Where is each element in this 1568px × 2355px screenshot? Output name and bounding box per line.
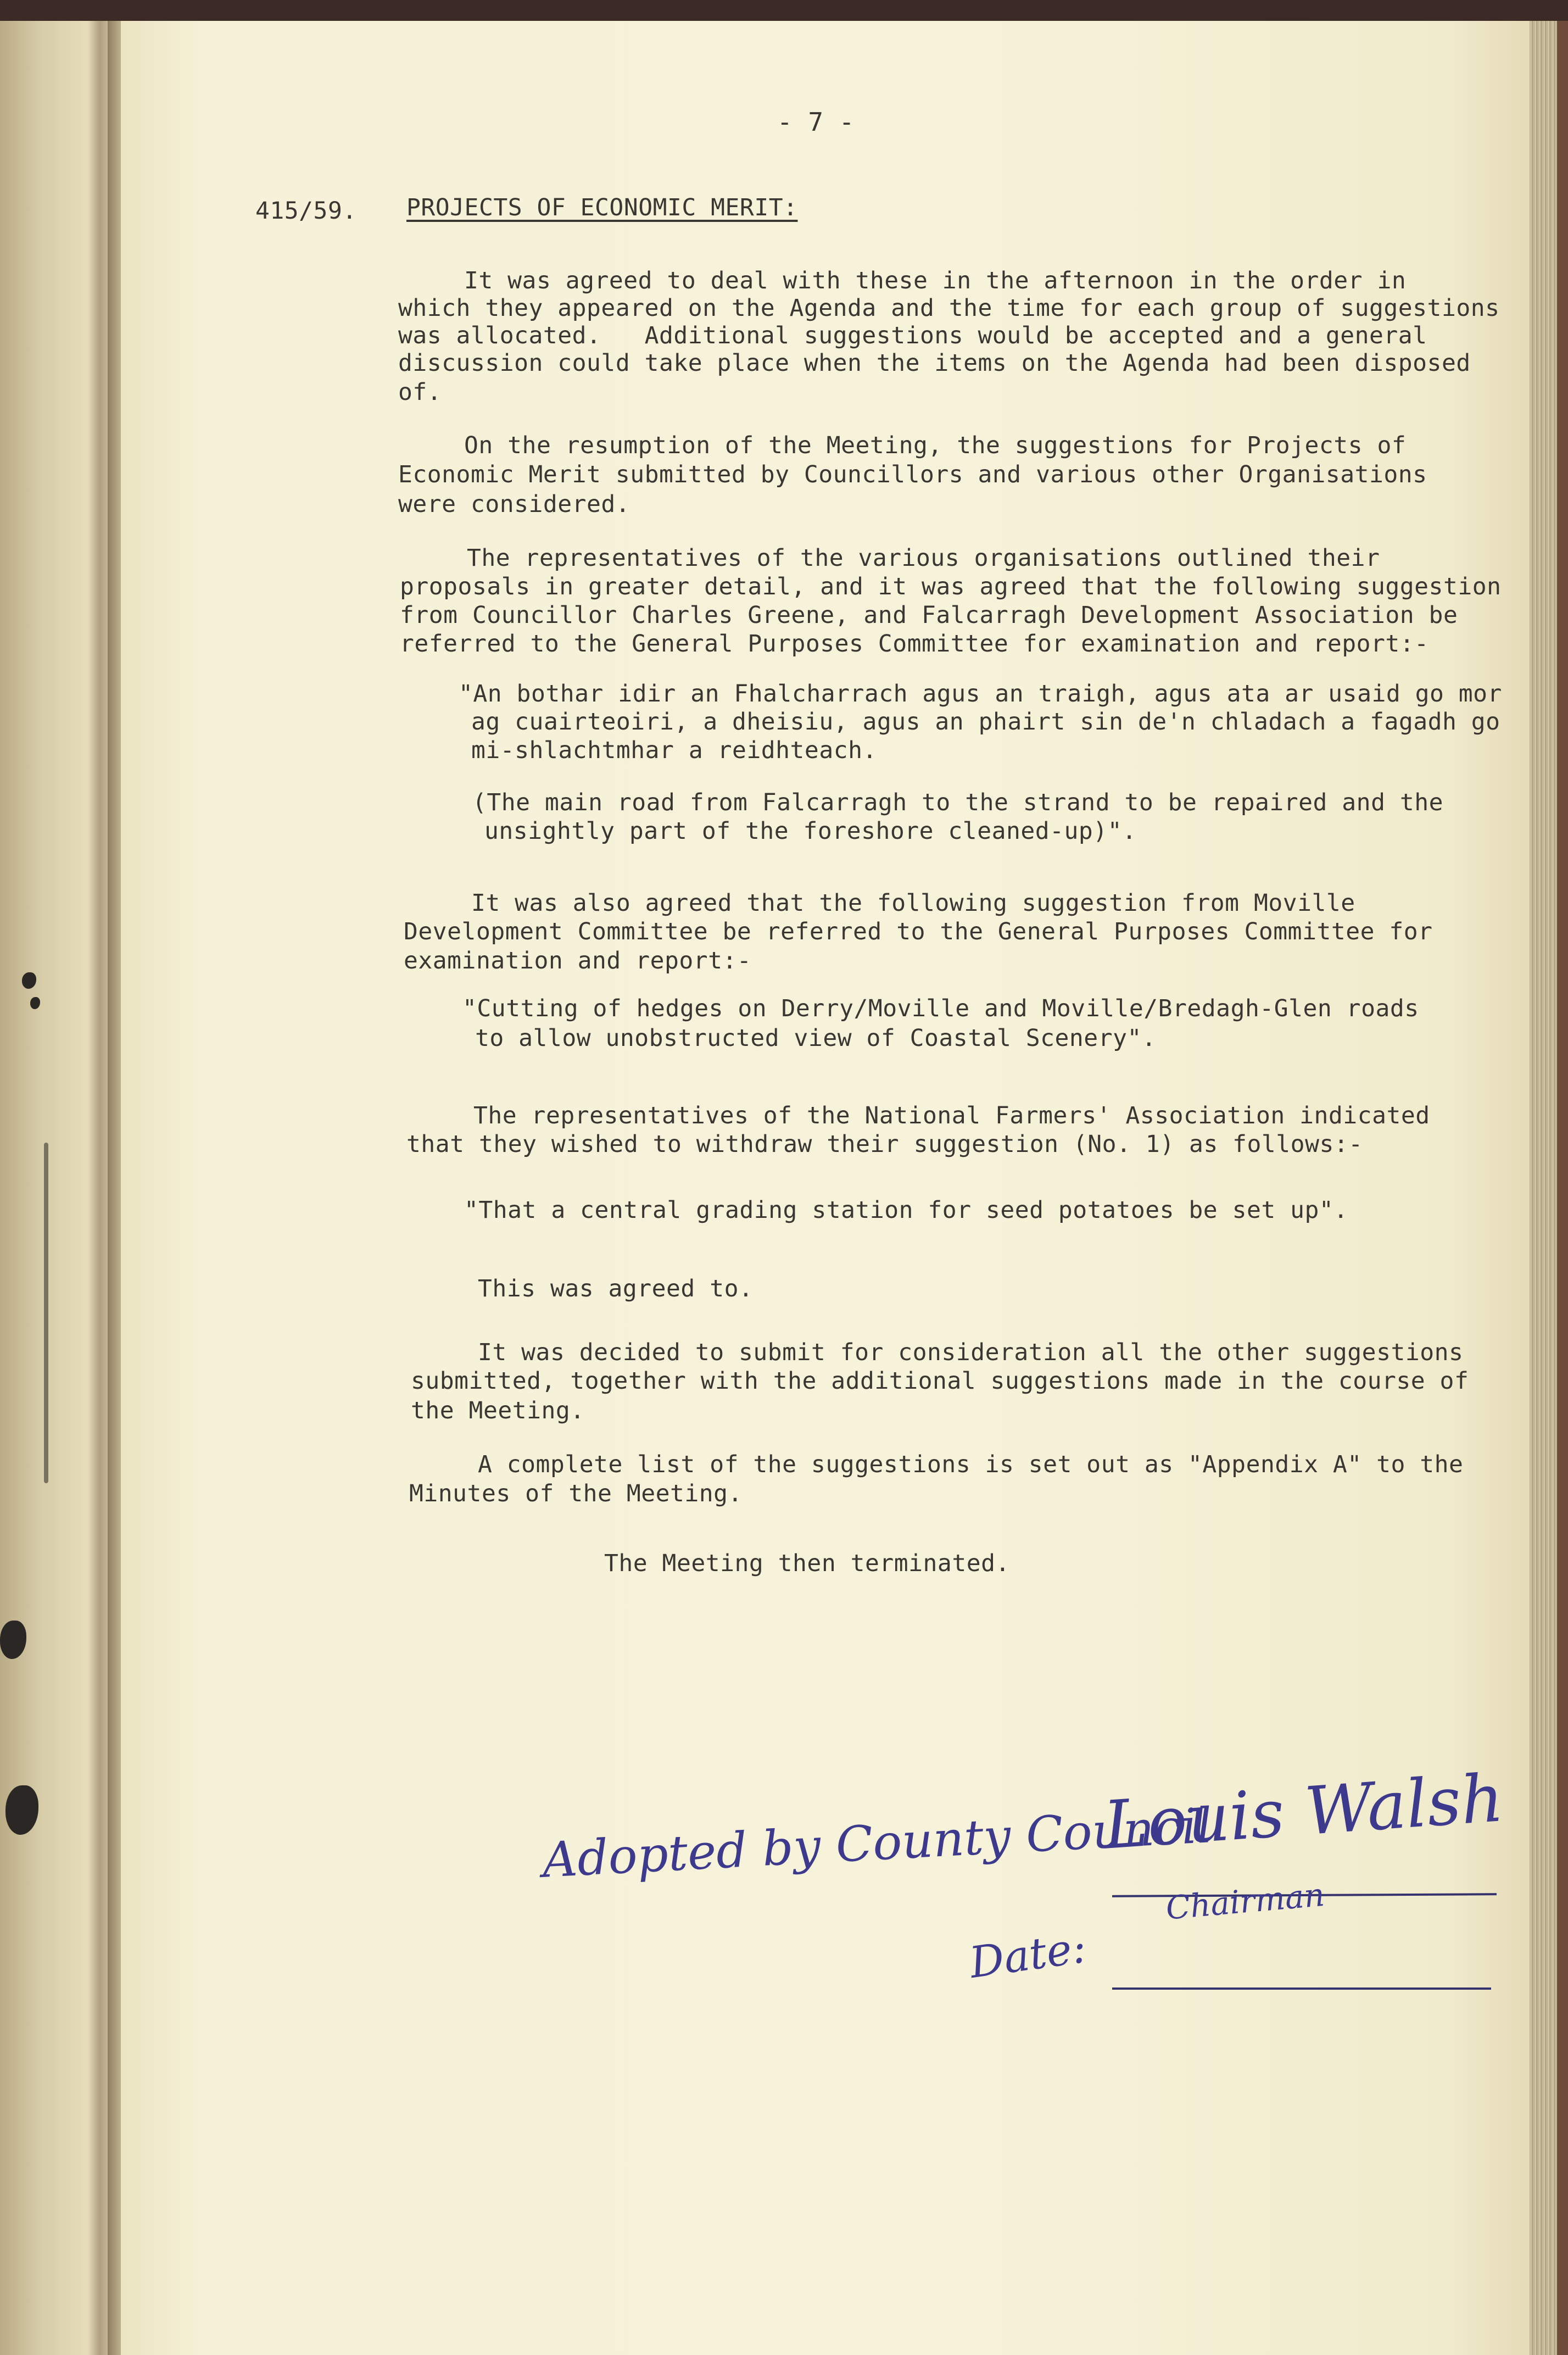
text-line: submitted, together with the additional suggestions made in the course of	[411, 1367, 1469, 1395]
text-line: "That a central grading station for seed potatoes be set up".	[464, 1196, 1348, 1224]
text-line: It was agreed to deal with these in the afternoon in the order in	[464, 267, 1407, 294]
text-line: referred to the General Purposes Committee for examination and report:-	[400, 630, 1429, 658]
text-line: unsightly part of the foreshore cleaned-up)".	[484, 817, 1137, 845]
page-number: - 7 -	[777, 107, 855, 137]
chairman-signature: Louis Walsh	[1101, 1760, 1506, 1864]
text-line: Economic Merit submitted by Councillors and various other Organisations	[398, 461, 1427, 488]
text-line: It was also agreed that the following suggestion from Moville	[471, 889, 1355, 917]
adopted-note: Adopted by County Council	[541, 1797, 1214, 1889]
text-line: which they appeared on the Agenda and the time for each group of suggestions	[398, 294, 1500, 322]
text-line: The representatives of the various organisations outlined their	[467, 544, 1380, 572]
minute-number: 415/59.	[255, 197, 357, 225]
text-line: A complete list of the suggestions is set out as "Appendix A" to the	[478, 1451, 1464, 1478]
text-line: the Meeting.	[411, 1397, 585, 1424]
text-line: of.	[398, 378, 442, 406]
text-line: (The main road from Falcarragh to the strand to be repaired and the	[472, 789, 1444, 816]
text-line: This was agreed to.	[478, 1275, 754, 1302]
text-line: discussion could take place when the items on the Agenda had been disposed	[398, 349, 1471, 377]
text-line: that they wished to withdraw their suggestion (No. 1) as follows:-	[406, 1131, 1363, 1158]
date-line	[1112, 1987, 1491, 1990]
text-line: "An bothar idir an Fhalcharrach agus an traigh, agus ata ar usaid go mor	[459, 680, 1502, 708]
text-line: The Meeting then terminated.	[604, 1550, 1010, 1577]
section-heading: PROJECTS OF ECONOMIC MERIT:	[406, 194, 798, 221]
text-line: mi-shlachtmhar a reidhteach.	[471, 737, 877, 764]
text-line: Minutes of the Meeting.	[409, 1480, 743, 1507]
text-line: It was decided to submit for consideration all the other suggestions	[478, 1339, 1464, 1366]
scan-top-border	[0, 0, 1568, 21]
text-line: was allocated. Additional suggestions would be accepted and a general	[398, 322, 1427, 349]
book-cover-edge	[1557, 21, 1568, 2355]
date-label: Date:	[967, 1923, 1090, 1989]
text-line: from Councillor Charles Greene, and Falcarragh Development Association be	[400, 602, 1458, 629]
text-line: proposals in greater detail, and it was agreed that the following suggestion	[400, 573, 1502, 600]
text-line: On the resumption of the Meeting, the suggestions for Projects of	[464, 432, 1407, 459]
ink-blot	[44, 1143, 48, 1483]
chairman-label: Chairman	[1164, 1875, 1326, 1927]
text-line: ag cuairteoiri, a dheisiu, agus an phairt sin de'n chladach a fagadh go	[471, 708, 1500, 736]
text-line: examination and report:-	[404, 947, 752, 975]
text-line: The representatives of the National Farmers' Association indicated	[473, 1102, 1430, 1129]
text-line: "Cutting of hedges on Derry/Moville and Moville/Bredagh-Glen roads	[462, 995, 1419, 1022]
text-line: were considered.	[398, 491, 630, 518]
text-line: to allow unobstructed view of Coastal Scenery".	[475, 1025, 1157, 1052]
text-line: Development Committee be referred to the General Purposes Committee for	[404, 918, 1433, 945]
